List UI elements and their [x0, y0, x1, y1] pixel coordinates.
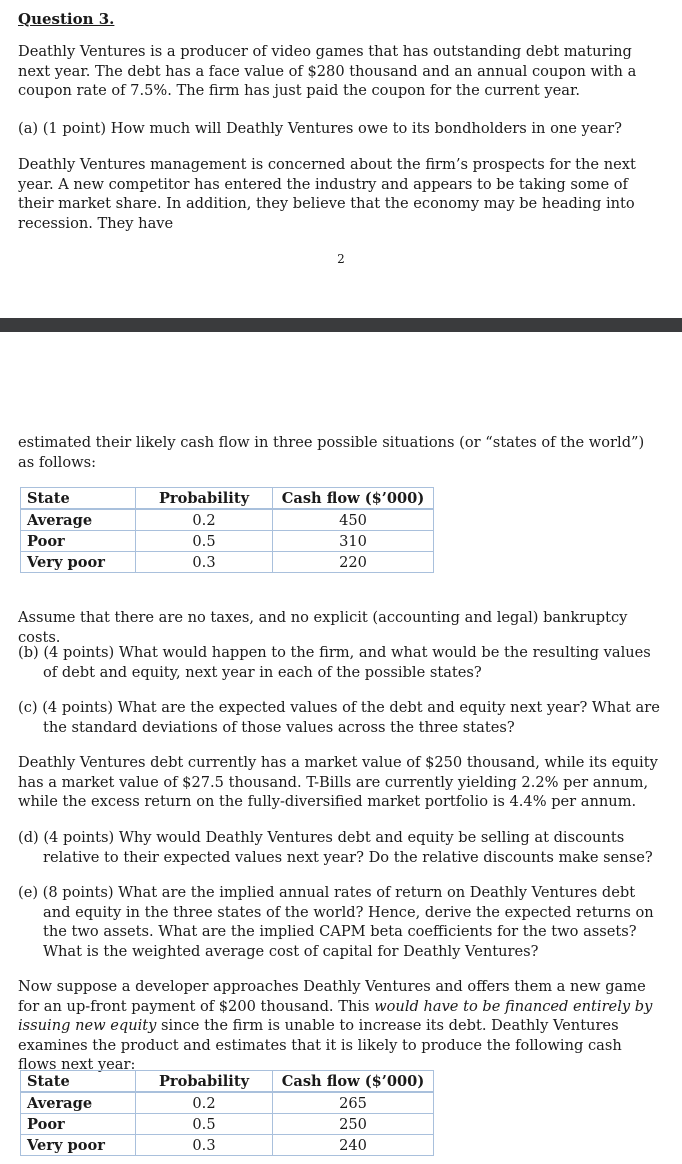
cell-probability: 0.2	[136, 1092, 273, 1114]
cell-cash-flow: 240	[273, 1135, 434, 1156]
table-row	[21, 531, 434, 552]
table-row	[21, 509, 434, 531]
intro-paragraph: Deathly Ventures is a producer of video games that has outstanding debt maturing next year. The debt has a face value of $280 thousand and an annual coupon with a coupon rate of 7.5%. The firm has just paid the coupon for the current year.	[18, 43, 637, 99]
part-d-question: (d) (4 points) Why would Deathly Ventures debt and equity be selling at discounts relative to their expected values next year? Do the relative discounts make sense?	[18, 829, 653, 866]
page-3-top	[0, 332, 682, 1164]
part-c-question: (c) (4 points) What are the expected values of the debt and equity next year? What are the standard deviations of those values across the three states?	[18, 699, 660, 736]
cell-probability: 0.3	[136, 552, 273, 573]
developer-paragraph	[18, 977, 664, 1075]
header-cash-flow: Cash flow ($’000)	[273, 1071, 434, 1093]
cell-probability: 0.3	[136, 1135, 273, 1156]
developer-text-1: Now suppose a developer approaches Deathly Ventures and offers them a new game for an up-front payment of $200 thousand. This	[18, 978, 646, 1015]
concern-paragraph: Deathly Ventures management is concerned about the firm’s prospects for the next year. A new competitor has entered the industry and appears to be taking some of their market share. In addition, they believe that the economy may be heading into recession. They have	[18, 156, 636, 232]
page-number: 2	[337, 252, 345, 266]
table-row	[21, 1135, 434, 1156]
cell-cash-flow: 310	[273, 531, 434, 552]
cell-cash-flow: 450	[273, 509, 434, 531]
header-state: State	[21, 488, 136, 510]
header-state: State	[21, 1071, 136, 1093]
cell-state: Poor	[21, 1114, 136, 1135]
part-a-question: (a) (1 point) How much will Deathly Ventures owe to its bondholders in one year?	[18, 120, 622, 137]
cash-flow-table	[20, 487, 434, 573]
part-b-question: (b) (4 points) What would happen to the firm, and what would be the resulting values of debt and equity, next year in each of the possible states?	[18, 644, 651, 681]
developer-emphasis: would have to be financed entirely by issuing new equity	[18, 997, 653, 1034]
cell-state: Very poor	[21, 1135, 136, 1156]
header-probability: Probability	[136, 1071, 273, 1093]
cell-cash-flow: 265	[273, 1092, 434, 1114]
header-probability: Probability	[136, 488, 273, 510]
cell-state: Average	[21, 509, 136, 531]
new-game-cash-flow-table	[20, 1070, 434, 1156]
cell-state: Average	[21, 1092, 136, 1114]
cell-probability: 0.2	[136, 509, 273, 531]
part-e-question: (e) (8 points) What are the implied annual rates of return on Deathly Ventures debt and equity in the three states of the world? Hence, derive the expected returns on the two assets. What are the implied CAPM beta coefficients for the two assets? What is the weighted average cost of capital for Deathly Ventures?	[18, 884, 654, 960]
cell-cash-flow: 250	[273, 1114, 434, 1135]
table-header-row	[21, 488, 434, 510]
page-divider	[0, 318, 682, 332]
market-value-paragraph: Deathly Ventures debt currently has a market value of $250 thousand, while its equity has a market value of $27.5 thousand. T-Bills are currently yielding 2.2% per annum, while the excess return on the fully-diversified market portfolio is 4.4% per annum.	[18, 754, 658, 810]
assumption-paragraph: Assume that there are no taxes, and no explicit (accounting and legal) bankruptcy costs.	[18, 609, 628, 646]
cell-state: Very poor	[21, 552, 136, 573]
header-cash-flow: Cash flow ($’000)	[273, 488, 434, 510]
cell-state: Poor	[21, 531, 136, 552]
table-row	[21, 1114, 434, 1135]
developer-text-2: since the firm is unable to increase its debt. Deathly Ventures examines the product and estimates that it is likely to produce the following cash flows next year:	[18, 1017, 622, 1073]
question-heading: Question 3.	[18, 10, 115, 28]
cell-probability: 0.5	[136, 1114, 273, 1135]
table-row	[21, 1092, 434, 1114]
table-header-row	[21, 1071, 434, 1093]
concern-paragraph-continued: estimated their likely cash flow in three possible situations (or “states of the world”) as follows:	[18, 434, 645, 471]
cell-probability: 0.5	[136, 531, 273, 552]
page-2-bottom	[0, 0, 682, 318]
cell-cash-flow: 220	[273, 552, 434, 573]
table-row	[21, 552, 434, 573]
